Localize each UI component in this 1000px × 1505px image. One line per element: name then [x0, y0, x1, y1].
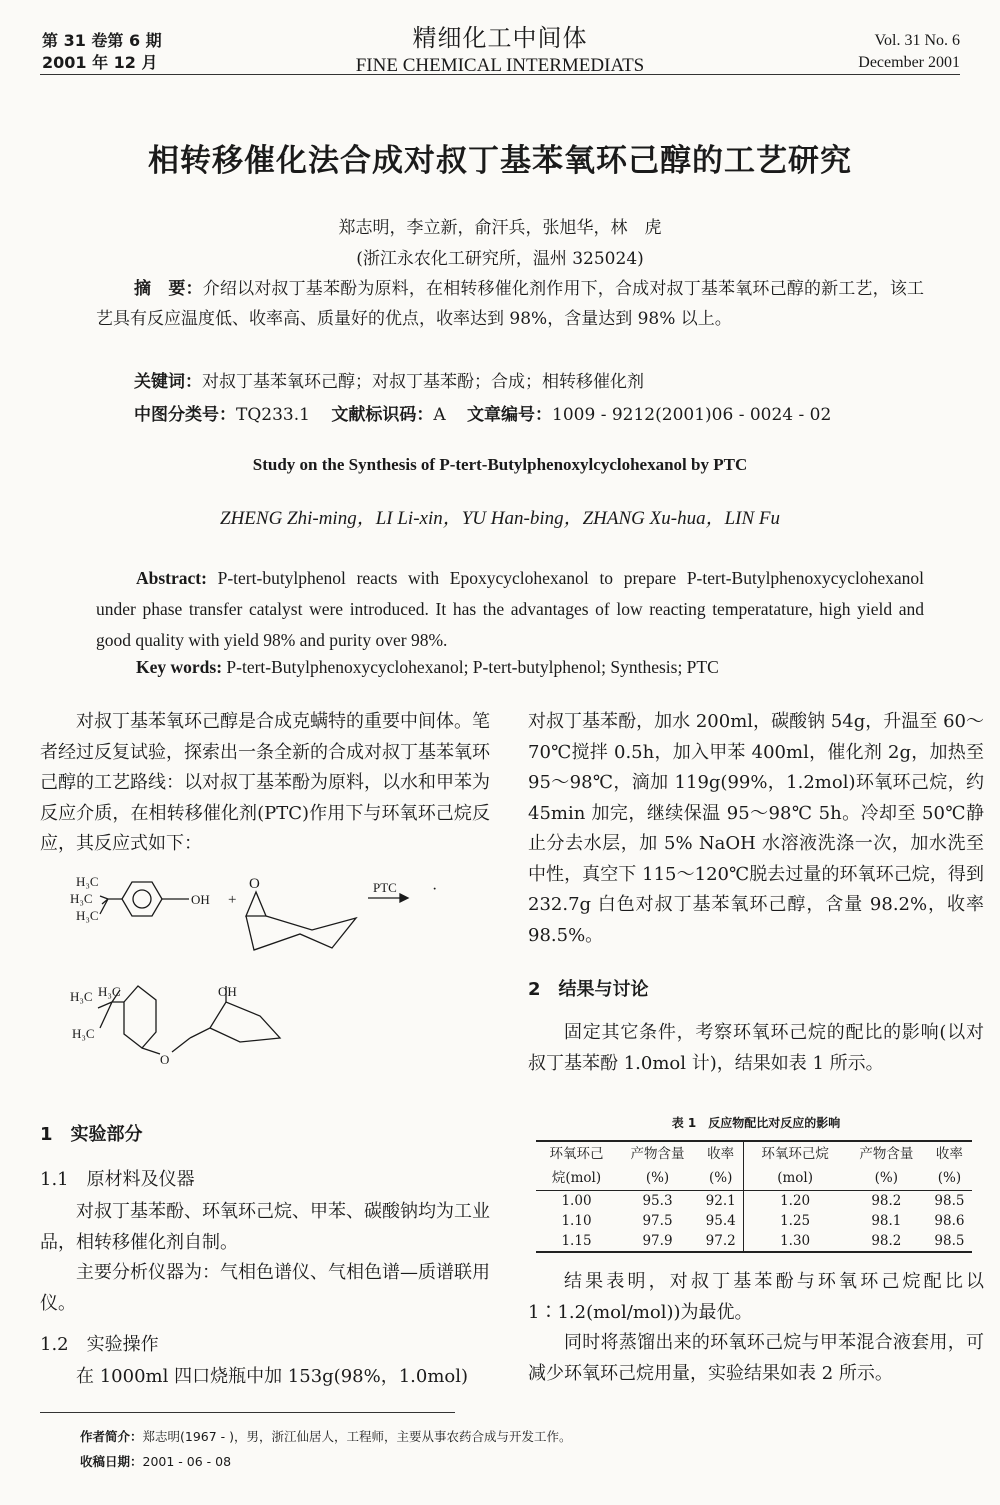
- footnote-rule: [40, 1412, 455, 1413]
- plus-sign: +: [228, 892, 237, 908]
- header-date-en: December 2001: [858, 54, 960, 71]
- table-header-cell: (%): [617, 1166, 698, 1191]
- epoxide-oxygen: O: [249, 876, 260, 892]
- header-volume-issue: 第 31 卷第 6 期: [42, 31, 162, 50]
- reaction-scheme: [60, 868, 480, 1083]
- classification-line: [134, 400, 831, 425]
- table-cell: 98.5: [934, 1193, 965, 1209]
- table-header-cell: 烷(mol): [536, 1166, 617, 1191]
- table-cell: 97.9: [617, 1231, 698, 1252]
- arrow-head: [400, 894, 408, 902]
- table-header-cell: (%): [846, 1166, 927, 1191]
- keywords-text: 对叔丁基苯氧环己醇；对叔丁基苯酚；合成；相转移催化剂: [202, 372, 644, 392]
- conclusion-paragraph: [528, 1267, 984, 1389]
- table-cell: 1.10: [561, 1213, 592, 1229]
- table-header-cell: 产物含量: [846, 1141, 927, 1166]
- doc-code-value: A: [433, 405, 446, 425]
- table-cell: 98.5: [927, 1231, 972, 1252]
- table-header-cell: (%): [698, 1166, 744, 1191]
- table-header-row-2: [536, 1166, 972, 1191]
- received-date: [80, 1452, 231, 1470]
- journal-name-cn: 精细化工中间体: [412, 24, 588, 52]
- article-no-label: 文章编号：: [467, 405, 553, 425]
- instruments-text: 主要分析仪器为：气相色谱仪、气相色谱—质谱联用仪。: [40, 1262, 490, 1314]
- english-authors: ZHENG Zhi-ming，LI Li-xin，YU Han-bing，ZHANG Xu-hua，LIN Fu: [220, 508, 780, 529]
- product-ether-bond-a: [142, 1048, 160, 1054]
- article-no-value: 1009 - 9212(2001)06 - 0024 - 02: [552, 405, 832, 425]
- abstract-text: 介绍以对叔丁基苯酚为原料，在相转移催化剂作用下，合成对叔丁基苯氧环己醇的新工艺，该工艺具有反应温度低、收率高、质量好的优点，收率达到 98%，含量达到 98% 以上。: [96, 279, 925, 329]
- header-volume-en: [858, 30, 960, 74]
- materials-paragraph: [40, 1197, 490, 1319]
- materials-text: 对叔丁基苯酚、环氧环己烷、甲苯、碳酸钠均为工业品，相转移催化剂自制。: [40, 1201, 490, 1253]
- affiliation: (浙江永农化工研究所，温州 325024): [356, 249, 644, 269]
- keywords-cn: [134, 367, 644, 392]
- table-cell: 92.1: [705, 1193, 736, 1209]
- paper-title: 相转移催化法合成对叔丁基苯氧环己醇的工艺研究: [148, 143, 852, 179]
- clc-value: TQ233.1: [236, 405, 310, 425]
- table-cell: 97.2: [698, 1231, 744, 1252]
- table-header-cell: (mol): [744, 1166, 846, 1191]
- results-paragraph: [528, 1018, 984, 1079]
- cyclohexane-ring: [246, 916, 356, 950]
- reactant-tbu-bonds: [100, 896, 122, 914]
- reactant-h3c-b: H₃C: [70, 891, 93, 906]
- english-title: Study on the Synthesis of P-tert-Butylphenoxylcyclohexanol by PTC: [252, 455, 748, 474]
- author-bio: [80, 1427, 572, 1445]
- procedure-start-text: 在 1000ml 四口烧瓶中加 153g(98%，1.0mol): [76, 1366, 469, 1387]
- table-cell: 98.6: [934, 1213, 965, 1229]
- table-cell: 1.00: [561, 1193, 592, 1209]
- english-keywords-text: P-tert-Butylphenoxycyclohexanol; P-tert-butylphenol; Synthesis; PTC: [226, 657, 719, 677]
- table-cell: 98.1: [871, 1213, 902, 1229]
- english-keywords: [136, 657, 719, 678]
- table-cell: 98.2: [871, 1193, 902, 1209]
- table-row: [536, 1211, 972, 1231]
- abstract-label: 摘 要：: [134, 279, 203, 299]
- subsection-1-2-heading: 1.2 实验操作: [40, 1334, 159, 1355]
- product-h3c-b: H₃C: [98, 984, 121, 999]
- table-header-cell: 收率: [698, 1141, 744, 1166]
- table-1-caption: 表 1 反应物配比对反应的影响: [671, 1116, 841, 1130]
- header-volume-issue-en: Vol. 31 No. 6: [874, 32, 960, 49]
- table-1: [536, 1140, 972, 1253]
- epoxide-ring: [246, 892, 266, 916]
- received-date-text: 2001 - 06 - 08: [142, 1454, 232, 1469]
- table-cell: 1.20: [744, 1191, 846, 1212]
- clc-label: 中图分类号：: [134, 405, 236, 425]
- procedure-start: [40, 1362, 490, 1393]
- keywords-label: 关键词：: [134, 372, 202, 392]
- results-text-2: 结果表明，对叔丁基苯酚与环氧环己烷配比以 1∶1.2(mol/mol))为最优。: [528, 1271, 984, 1323]
- english-keywords-label: Key words:: [136, 657, 223, 677]
- arrow-label: PTC: [373, 880, 397, 895]
- header-rule: [40, 74, 960, 75]
- journal-name-en: FINE CHEMICAL INTERMEDIATS: [355, 55, 645, 76]
- english-abstract-label: Abstract:: [136, 568, 207, 588]
- subsection-1-1-heading: 1.1 原材料及仪器: [40, 1169, 195, 1190]
- results-text-1: 固定其它条件，考察环氧环己烷的配比的影响(以对叔丁基苯酚 1.0mol 计)，结果如表 1 所示。: [528, 1022, 984, 1074]
- table-cell: 1.30: [744, 1231, 846, 1252]
- reactant-h3c-c: H₃C: [76, 908, 99, 923]
- header-volume-cn: [42, 30, 162, 74]
- english-abstract: [96, 563, 924, 656]
- reactant-aromatic-circle: [133, 890, 151, 908]
- table-row: [536, 1191, 972, 1212]
- english-abstract-text: P-tert-butylphenol reacts with Epoxycyclohexanol to prepare P-tert-Butylphenoxycyclohexanol under phase transfer catalyst were introduced. It has the advantages of low reacting temperatature, high yield and good quality with yield 98% and purity over 98%.: [96, 568, 924, 650]
- doc-code-label: 文献标识码：: [331, 405, 434, 425]
- abstract-cn: [96, 274, 924, 334]
- author-bio-label: 作者简介：: [80, 1429, 143, 1444]
- product-cyclohexane: [190, 1002, 280, 1042]
- product-h3c-c: H₃C: [72, 1026, 95, 1041]
- received-date-label: 收稿日期：: [80, 1454, 143, 1469]
- author-list: 郑志明，李立新，俞汗兵，张旭华，林 虎: [338, 218, 662, 238]
- product-oh: OH: [218, 984, 237, 999]
- header-date-cn: 2001 年 12 月: [42, 53, 158, 72]
- reactant-h3c-a: H₃C: [76, 874, 99, 889]
- reactant-oh: OH: [191, 892, 210, 907]
- table-cell: 97.5: [642, 1213, 673, 1229]
- table-cell: 1.15: [536, 1231, 617, 1252]
- table-header-cell: 环氧环己: [536, 1141, 617, 1166]
- product-h3c-a: H₃C: [70, 989, 93, 1004]
- reactant-benzene-ring: [122, 882, 162, 916]
- intro-paragraph: [40, 707, 490, 860]
- table-header-cell: 产物含量: [617, 1141, 698, 1166]
- table-header-cell: 收率: [927, 1141, 972, 1166]
- table-row: [536, 1231, 972, 1252]
- table-cell: 95.4: [705, 1213, 736, 1229]
- table-cell: 1.25: [744, 1211, 846, 1231]
- table-header-row-1: [536, 1141, 972, 1166]
- journal-masthead: [330, 18, 670, 77]
- intro-text: 对叔丁基苯氧环己醇是合成克螨特的重要中间体。笔者经过反复试验，探索出一条全新的合成对叔丁基苯氧环己醇的工艺路线：以对叔丁基苯酚为原料，以水和甲苯为反应介质，在相转移催化剂(PTC)作用下与环氧环己烷反应，其反应式如下：: [40, 711, 490, 854]
- table-cell: 98.2: [846, 1231, 927, 1252]
- scheme-dot: ·: [432, 881, 438, 898]
- procedure-continued-text: 对叔丁基苯酚，加水 200ml，碳酸钠 54g，升温至 60～70℃搅拌 0.5h，加入甲苯 400ml，催化剂 2g，加热至 95～98℃，滴加 119g(99%，1.2mol)环氧环己烷，约 45min 加完，继续保温 95～98℃ 5h。冷却至 50℃静止分去水层，加 5% NaOH 水溶液洗涤一次，加水洗至中性，真空下 115～120℃脱去过量的环氧环己烷，得到 232.7g 白色对叔丁基苯氧环己醇，含量 98.2%，收率 98.5%。: [528, 711, 984, 946]
- author-bio-text: 郑志明(1967 - )，男，浙江仙居人，工程师，主要从事农药合成与开发工作。: [142, 1429, 572, 1444]
- table-header-cell: (%): [927, 1166, 972, 1191]
- product-benzene-ring: [124, 986, 156, 1048]
- procedure-continued: [528, 707, 984, 951]
- product-ether-o: O: [160, 1052, 170, 1067]
- results-text-3: 同时将蒸馏出来的环氧环己烷与甲苯混合液套用，可减少环氧环己烷用量，实验结果如表 2 所示。: [528, 1332, 984, 1384]
- section-1-heading: 1 实验部分: [40, 1124, 143, 1145]
- table-cell: 95.3: [642, 1193, 673, 1209]
- table-header-cell: 环氧环己烷: [744, 1141, 846, 1166]
- product-ether-bond-b: [172, 1038, 190, 1052]
- section-2-heading: 2 结果与讨论: [528, 979, 649, 1000]
